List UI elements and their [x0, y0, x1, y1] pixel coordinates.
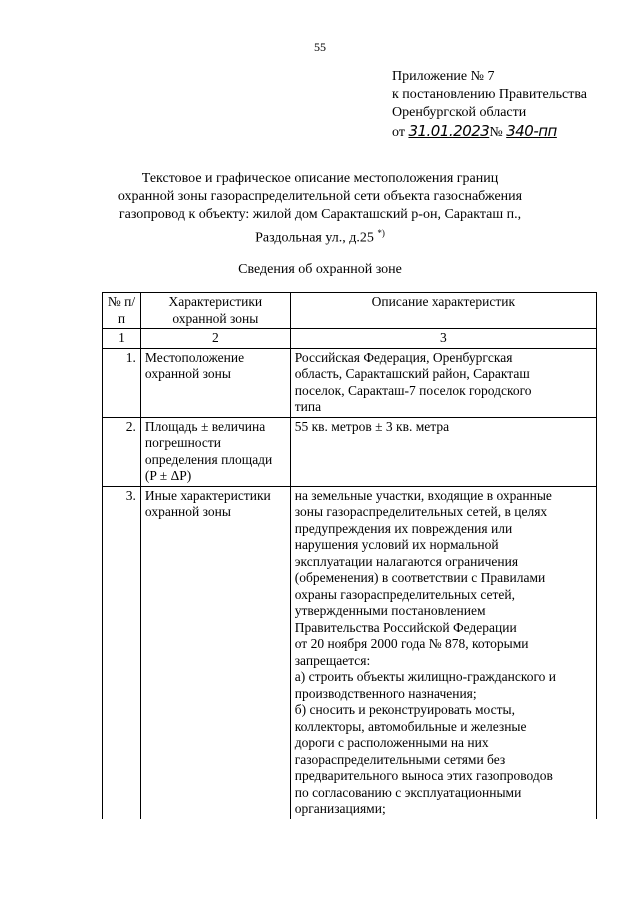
description-line: производственного назначения;: [294, 685, 477, 701]
row-description: [290, 417, 596, 486]
handwritten-number: 340-пп: [506, 122, 557, 140]
row-description: [290, 348, 596, 417]
table-row: [103, 417, 597, 486]
table-row: [103, 486, 597, 819]
appendix-date-number: [392, 122, 587, 142]
description-line: дороги с расположенными на них: [294, 735, 489, 750]
description-line: газораспределительными сетями без: [294, 751, 506, 767]
row-number: 1.: [103, 348, 141, 417]
title-line-4-text: Раздольная ул., д.25: [255, 230, 374, 246]
description-line: Российская Федерация, Оренбургская: [294, 349, 513, 365]
description-line: зоны газораспределительных сетей, в целях: [294, 504, 548, 519]
row-description: [290, 486, 596, 819]
description-line: область, Саракташский район, Саракташ: [294, 366, 530, 381]
description-line: типа: [294, 399, 322, 414]
header-description: Описание характеристик: [290, 293, 596, 329]
table-row: [103, 348, 597, 417]
appendix-line-2: к постановлению Правительства: [392, 87, 588, 102]
description-line: Правительства Российской Федерации: [294, 619, 517, 635]
description-line: запрещается:: [294, 652, 371, 668]
page-number: 55: [314, 40, 326, 54]
description-line: по согласованию с эксплуатационными: [294, 784, 522, 800]
description-line: охраны газораспределительных сетей,: [294, 586, 516, 602]
description-line: предупреждения их повреждения или: [294, 520, 513, 536]
number-prefix: №: [489, 125, 503, 140]
title-line-2: охранной зоны газораспределительной сети объекта газоснабжения: [117, 189, 523, 204]
title-line-3: газопровод к объекту: жилой дом Саракташский р-он, Саракташ п.,: [118, 207, 522, 222]
index-cell-1: 1: [103, 329, 141, 349]
appendix-line-3: Оренбургской области: [392, 105, 527, 120]
description-line: эксплуатации налагаются ограничения: [294, 553, 519, 569]
description-line: 55 кв. метров ± 3 кв. метра: [294, 418, 450, 434]
section-subtitle: Сведения об охранной зоне: [238, 262, 402, 277]
description-line: утвержденными постановлением: [294, 603, 486, 618]
description-line: организациями;: [294, 801, 386, 816]
protection-zone-table: [102, 292, 597, 819]
description-line: от 20 ноября 2000 года № 878, которыми: [294, 636, 529, 651]
description-line: на земельные участки, входящие в охранные: [294, 487, 552, 503]
description-line: поселок, Саракташ-7 поселок городского: [294, 382, 532, 398]
table-index-row: [103, 329, 597, 349]
header-characteristics: Характеристики охранной зоны: [140, 293, 290, 329]
document-title: [95, 170, 545, 248]
header-num: № п/п: [103, 293, 141, 329]
row-characteristic: Площадь ± величина погрешности определения площади (P ± ΔP): [140, 417, 290, 486]
title-line-4: [95, 224, 545, 248]
description-line: предварительного выноса этих газопроводов: [294, 768, 553, 783]
table-header-row: [103, 293, 597, 329]
row-number: 2.: [103, 417, 141, 486]
description-line: нарушения условий их нормальной: [294, 537, 499, 552]
row-characteristic: Местоположение охранной зоны: [140, 348, 290, 417]
title-line-1: Текстовое и графическое описание местоположения границ: [141, 171, 499, 186]
appendix-line-1: Приложение № 7: [392, 69, 495, 84]
description-line: а) строить объекты жилищно-гражданского и: [294, 669, 557, 684]
from-prefix: от: [392, 125, 405, 140]
description-line: б) сносить и реконструировать мосты,: [294, 702, 515, 717]
description-line: (обременения) в соответствии с Правилами: [294, 570, 546, 585]
handwritten-date: 31.01.2023: [408, 122, 490, 140]
row-characteristic: Иные характеристики охранной зоны: [140, 486, 290, 819]
appendix-header: [392, 68, 587, 142]
description-line: коллекторы, автомобильные и железные: [294, 718, 527, 734]
row-number: 3.: [103, 486, 141, 819]
footnote-mark: *): [377, 228, 385, 238]
index-cell-2: 2: [140, 329, 290, 349]
index-cell-3: 3: [290, 329, 596, 349]
